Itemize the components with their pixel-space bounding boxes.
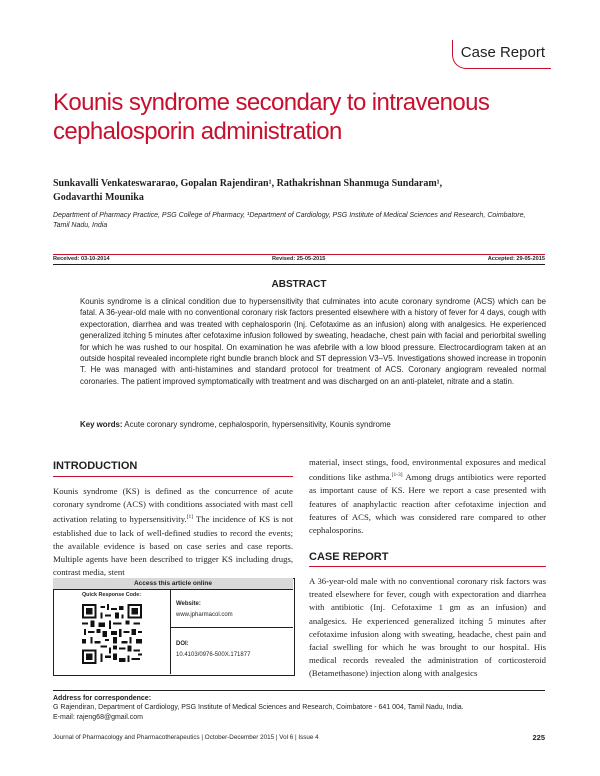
introduction-paragraph (53, 485, 293, 579)
intro-continuation (309, 456, 546, 537)
continuation-text-b: Among drugs antibiotics were reported as important cause of KS. Here we report a case presented with features of anaphylactic reaction after cefotaxime injection and features of ACS, which was considered rare compared to other cephalosporins. (309, 472, 546, 535)
keywords-list: Acute coronary syndrome, cephalosporin, hypersensitivity, Kounis syndrome (122, 420, 391, 429)
authors-line-2: Godavarthi Mounika (53, 192, 144, 203)
intro-ref-1[interactable]: [1] (186, 514, 194, 521)
access-divider (170, 589, 171, 674)
correspondence (53, 694, 545, 722)
correspondence-heading: Address for correspondence: (53, 695, 152, 702)
keywords-label: Key words: (80, 420, 123, 429)
abstract-heading: ABSTRACT (271, 279, 327, 290)
affiliation: Department of Pharmacy Practice, PSG College of Pharmacy, ¹Department of Cardiology, PSG Institute of Medical Sciences and Research, Coimbatore, Tamil Nadu, India (53, 212, 526, 229)
access-title: Access this article online (53, 578, 293, 590)
intro-text-a: Kounis syndrome (KS) is defined as the concurrence of acute coronary syndrome (ACS) with conditions associated with mast cell activation relating to hypersensitivity. (53, 486, 293, 525)
correspondence-email[interactable]: E-mail: rajeng68@gmail.com (53, 713, 143, 721)
doi-label: DOI: (176, 641, 189, 647)
revised-date: Revised: 25-05-2015 (271, 256, 326, 262)
qr-code-icon[interactable] (82, 604, 142, 664)
continuation-text-a: material, insect stings, food, environmental exposures and medical conditions like asthma. (309, 457, 546, 483)
journal-footer: Journal of Pharmacology and Pharmacotherapeutics | October-December 2015 | Vol 6 | Issue 4 (53, 734, 319, 741)
article-type-label: Case Report (460, 44, 545, 61)
case-report-rule (309, 566, 546, 567)
access-row-divider (170, 627, 293, 628)
correspondence-rule (53, 690, 545, 691)
intro-text-b: The incidence of KS is not established due to lack of well-defined studies to record the events; the available evidence is based on case series and case reports. Multiple agents have been described to trigger KS including drugs, contrast media, stent (53, 514, 293, 578)
intro-ref-2[interactable]: [1-3] (391, 472, 403, 479)
correspondence-address: G Rajendiran, Department of Cardiology, PSG Institute of Medical Sciences and Research, Coimbatore - 641 004, Tamil Nadu, India. (53, 704, 464, 712)
introduction-heading: INTRODUCTION (53, 460, 138, 472)
doi-value[interactable]: 10.4103/0976-500X.171877 (176, 652, 251, 658)
dates-row (53, 256, 545, 262)
authors (53, 177, 533, 205)
received-date: Received: 03-10-2014 (53, 256, 110, 262)
case-report-paragraph: A 36-year-old male with no conventional coronary risk factors was treated elsewhere for fever, cough with expectoration and diarrhea with antibiotic (Inj. Cefotaxime 1 gm as an infusion) and analgesics. He experienced generalized itching 5 minutes after cefotaxime infusion along with sweating, headache, chest pain and facial swelling for which he was brought to our hospital. His medical records revealed the administration of corticosteroid (Betamethasone) injection along with analgesics (309, 576, 546, 679)
introduction-rule (53, 476, 293, 477)
page-number: 225 (532, 733, 545, 742)
website-link[interactable]: www.jpharmacol.com (176, 612, 233, 618)
abstract-text: Kounis syndrome is a clinical condition due to hypersensitivity that culminates into acute coronary syndrome (ACS) which can be fatal. A 36-year-old male with no conventional coronary risk factors presented elsewhere with a history of fever for 4 days, cough with expectoration, diarrhea and was treated with cephalosporin (Inj. Cefotaxime as an infusion) along with analgesics. He experienced generalized itching 5 minutes after cefotaxime infusion followed by sweating, headache, chest pain with facial and periorbital swelling for which he was rushed to our hospital. On examination he was afebrile with a low blood pressure. Electrocardiogram taken at an outside hospital revealed incomplete right bundle branch block and ST depression V3–V5. Investigations showed increase in troponin T. He was managed with anti-histamines and standard protocol for treatment of ACS. Coronary angiogram revealed normal coronaries. The patient improved symptomatically with treatment and was discharged on an anti-platelet, nitrate and a statin. (80, 297, 546, 386)
qr-label: Quick Response Code: (81, 592, 141, 598)
case-report-heading: CASE REPORT (309, 551, 389, 563)
article-title: Kounis syndrome secondary to intravenous cephalosporin administration (53, 89, 490, 145)
accepted-date: Accepted: 29-05-2015 (487, 256, 545, 262)
authors-line-1: Sunkavalli Venkateswararao, Gopalan Rajendiran¹, Rathakrishnan Shanmuga Sundaram¹, (53, 178, 443, 189)
website-label: Website: (176, 601, 201, 607)
keywords (80, 420, 546, 429)
